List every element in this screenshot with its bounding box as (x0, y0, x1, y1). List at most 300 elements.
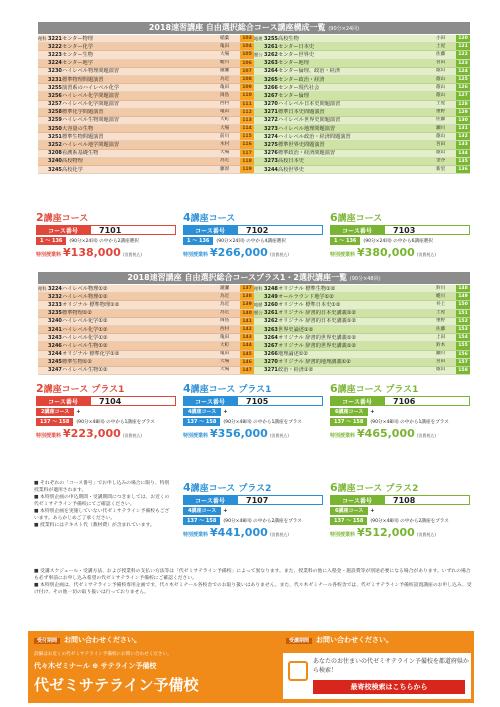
course-code-bar (183, 225, 323, 235)
table-row (254, 84, 470, 92)
course-code-label: コース番号 (183, 225, 237, 235)
row-instructor: 金谷 (436, 158, 446, 164)
row-number: 118 (240, 158, 254, 165)
row-instructor: 鈴川 (436, 285, 446, 291)
row-number: 119 (240, 166, 254, 173)
row-instructor: 亀田 (220, 334, 230, 340)
section2-title (38, 272, 470, 284)
row-number: 107 (240, 68, 254, 75)
row-course-name: 看護系基礎生物 (62, 150, 99, 157)
row-number: 144 (240, 342, 254, 349)
course-code: 7101 (90, 225, 176, 235)
row-course-name: ハイレベル地学問題演習 (62, 142, 120, 149)
row-code: 3221 (48, 35, 62, 42)
row-instructor: 佐藤 (436, 117, 446, 123)
row-subject: 理科 (254, 285, 263, 291)
row-code: 3266 (264, 84, 278, 91)
footer-sub: 詳細はお近くの代ゼミサテライン予備校にお問い合わせください。 (34, 652, 172, 657)
table-row (38, 43, 254, 51)
row-instructor: 土屋 (436, 43, 446, 49)
row-number: 130 (456, 117, 470, 124)
row-code: 3270 (264, 101, 278, 108)
row-course-name: ハイレベル化学問題演習 (62, 92, 120, 99)
row-course-name: センター地学 (62, 60, 93, 67)
course-4 (183, 212, 323, 259)
table-row (254, 293, 470, 301)
row-code: 3267 (264, 342, 278, 349)
computer-icon (288, 661, 308, 681)
row-course-name: ハイレベル地理問題演習 (278, 125, 336, 132)
row-number: 113 (240, 117, 254, 124)
row-number: 116 (240, 141, 254, 148)
table-row (254, 150, 470, 158)
course-4-plus2 (183, 482, 323, 539)
course-plus: 2講座コース + (36, 408, 176, 416)
row-number: 139 (240, 301, 254, 308)
row-code: 3264 (264, 334, 278, 341)
row-instructor: 上田 (436, 334, 446, 340)
table-row (38, 76, 254, 84)
row-number: 150 (456, 301, 470, 308)
row-course-name: 演習系のハイレベル化学 (62, 84, 120, 91)
row-code: 3266 (264, 351, 278, 358)
course-6-plus1 (330, 383, 470, 440)
row-course-name: 高校世界史 (278, 166, 304, 173)
row-number: 115 (240, 133, 254, 140)
course-2 (36, 212, 176, 259)
row-number: 127 (456, 92, 470, 99)
table-row (254, 158, 470, 166)
row-code: 3208 (48, 150, 62, 157)
section1-title-text: 2018速習講座 自由選択総合コース講座構成一覧 (148, 23, 326, 32)
course-range: 1 〜 136 (90分×24回) の中から4講座選択 (183, 237, 323, 245)
table-row (254, 60, 470, 68)
table-row (254, 43, 470, 51)
table-row (254, 301, 470, 309)
table-row (38, 351, 254, 359)
table-row (38, 293, 254, 301)
row-number: 108 (240, 76, 254, 83)
row-number: 148 (456, 285, 470, 292)
table-row (38, 109, 254, 117)
table-row (254, 101, 470, 109)
table-row (38, 84, 254, 92)
row-instructor: 岡島 (220, 318, 230, 324)
note-item: ■ 授業料にはテキスト代（教材費）が含まれています。 (34, 523, 155, 528)
row-code: 3231 (48, 76, 62, 83)
row-code: 3263 (264, 60, 278, 67)
row-code: 3232 (48, 293, 62, 300)
row-course-name: ハイレベル日本史問題演習 (278, 101, 341, 108)
row-number: 129 (456, 109, 470, 116)
course-code: 7106 (384, 396, 470, 406)
course-plus: 4講座コース + (183, 507, 323, 515)
course-6 (330, 212, 470, 259)
course-6-plus2 (330, 482, 470, 539)
row-course-name: ハイレベル化学①② (62, 334, 108, 341)
row-number: 103 (240, 35, 254, 42)
course-code-bar: コース番号 7106 (330, 396, 470, 406)
row-course-name: オリジナル 標準日本史①② (278, 301, 341, 308)
row-number: 122 (456, 51, 470, 58)
row-number: 141 (240, 318, 254, 325)
row-code: 3230 (48, 68, 62, 75)
table-row (254, 51, 470, 59)
row-course-name: センター政治・経済 (278, 76, 325, 83)
course-plus: 6講座コース + (330, 507, 470, 515)
row-course-name: センター世界史 (278, 51, 315, 58)
course-title: 2講座コース プラス1 (36, 382, 125, 395)
row-code: 3275 (264, 142, 278, 149)
row-instructor: 宮田 (436, 60, 446, 66)
table-row (254, 334, 470, 342)
row-code: 3224 (48, 60, 62, 67)
row-number: 105 (240, 51, 254, 58)
row-instructor: 亀田 (220, 351, 230, 357)
row-code: 3261 (264, 310, 278, 317)
row-instructor: 大町 (220, 117, 230, 123)
row-number: 134 (456, 150, 470, 157)
row-course-name: ハイレベル生物①② (62, 342, 108, 349)
table-row (38, 342, 254, 350)
row-number: 126 (456, 84, 470, 91)
row-code: 3258 (48, 109, 62, 116)
row-instructor: 大場 (220, 51, 230, 57)
notes (34, 480, 174, 529)
row-instructor: 蔭山 (436, 367, 446, 373)
table-row (38, 60, 254, 68)
course-title: 4講座コース (183, 211, 236, 224)
course-range: 1 〜 136 (90分×24回) の中から2講座選択 (36, 237, 176, 245)
row-instructor: 岡島 (220, 92, 230, 98)
row-number: 106 (240, 60, 254, 67)
table-row (254, 318, 470, 326)
course-code: 7105 (237, 396, 323, 406)
row-instructor: 瀧瀬 (220, 285, 230, 291)
row-code: 3264 (264, 68, 278, 75)
row-code: 3273 (264, 125, 278, 132)
row-subject: 理科 (38, 35, 47, 41)
table-row (254, 166, 470, 174)
table-row (254, 117, 470, 125)
course-plus: 6講座コース + (330, 408, 470, 416)
row-course-name: センター倫理、政治・経済 (278, 68, 341, 75)
row-course-name: ハイレベル世界史問題演習 (278, 117, 341, 124)
row-code: 3262 (264, 318, 278, 325)
row-code: 3243 (48, 334, 62, 341)
row-instructor: 西村 (220, 326, 230, 332)
note-item: ■ 本特別企画を実施していない代ゼミサテライン予備校もございます。あらかじめご了承ください。 (34, 509, 170, 521)
row-instructor: 佐藤 (436, 51, 446, 57)
table-row (38, 367, 254, 375)
row-instructor: 亀田 (220, 109, 230, 115)
course-fee: 特別授業料 ¥441,000 (消費税込) (183, 526, 289, 539)
row-code: 3240 (48, 158, 62, 165)
row-instructor: 蔭山 (436, 133, 446, 139)
row-number: 133 (456, 141, 470, 148)
course-title: 4講座コース プラス2 (183, 481, 272, 494)
note-item: ■ それぞれの「コース番号」でお申し込みの場合に限り、特別授業料が適用されます。 (34, 481, 170, 493)
search-text: あなたのお住まいの代ゼミサテライン予備校を都道府県から検索！ (313, 658, 469, 674)
row-course-name: オリジナル 辞書的日本史講義①② (278, 318, 357, 325)
row-instructor: 瀬川 (436, 351, 446, 357)
row-code: 3250 (48, 125, 62, 132)
table-row (38, 117, 254, 125)
row-instructor: 鈴木 (436, 342, 446, 348)
course-title: 6講座コース プラス1 (330, 382, 419, 395)
row-instructor: 為近 (220, 158, 230, 164)
row-instructor: 蔭山 (436, 92, 446, 98)
course-title: 6講座コース (330, 211, 383, 224)
note-item: ■ 本特別企画の申込期間・受講期間につきましては、お近くの代ゼミサテライン予備校にてご確認ください。 (34, 495, 170, 507)
row-course-name: センター倫理 (278, 92, 309, 99)
table-row (38, 68, 254, 76)
row-number: 112 (240, 109, 254, 116)
row-course-name: オリジナル 辞書的地理講義①② (278, 359, 351, 366)
row-code: 3271 (264, 109, 278, 116)
course-fee: 特別授業料 ¥266,000 (消費税込) (183, 246, 289, 259)
row-code: 3247 (48, 367, 62, 374)
table-row (38, 158, 254, 166)
row-number: 104 (240, 43, 254, 50)
row-instructor: 土屋 (436, 310, 446, 316)
row-instructor: 大場 (220, 359, 230, 365)
row-instructor: 為近 (220, 293, 230, 299)
course-title: 2講座コース (36, 211, 89, 224)
row-number: 110 (240, 92, 254, 99)
section1-title (38, 22, 470, 34)
table-row (38, 166, 254, 174)
row-instructor: 為近 (220, 76, 230, 82)
row-code: 3262 (264, 51, 278, 58)
table-row (38, 133, 254, 141)
course-range: 137 〜 158 (90分×48回) の中から2講座をプラス (330, 517, 470, 525)
row-course-name: 地理論述①② (278, 351, 309, 358)
table-row (38, 141, 254, 149)
row-instructor: 亀田 (220, 43, 230, 49)
row-number: 143 (240, 334, 254, 341)
row-number: 124 (456, 68, 470, 75)
row-number: 149 (456, 293, 470, 300)
row-instructor: 蔭山 (436, 68, 446, 74)
row-course-name: オリジナル 辞書的日本史講義①② (278, 310, 357, 317)
table-row (254, 351, 470, 359)
course-code: 7108 (384, 495, 470, 505)
row-instructor: 蔭山 (436, 150, 446, 156)
table-row (254, 141, 470, 149)
row-course-name: センター物理 (62, 35, 93, 42)
table-row (254, 359, 470, 367)
row-instructor: 亀田 (220, 84, 230, 90)
row-number: 131 (456, 125, 470, 132)
section2-title-text: 2018速習講座 自由選択総合コースプラス1・2選択講座一覧 (127, 273, 347, 282)
row-number: 114 (240, 125, 254, 132)
row-course-name: ハイレベル化学①② (62, 326, 108, 333)
row-number: 155 (456, 342, 470, 349)
row-subject: 地理 (254, 35, 263, 41)
row-number: 140 (240, 310, 254, 317)
row-course-name: センター化学 (62, 43, 93, 50)
row-number: 120 (456, 35, 470, 42)
course-range: 137 〜 158 (90分×48回) の中から1講座をプラス (36, 418, 176, 426)
table-row (38, 125, 254, 133)
row-code: 3249 (264, 293, 278, 300)
row-code: 3271 (264, 367, 278, 374)
row-instructor: 重野 (436, 109, 446, 115)
row-course-name: センター地理 (278, 60, 309, 67)
table-row (254, 342, 470, 350)
row-code: 3274 (264, 133, 278, 140)
school-search-button[interactable]: 最寄校検索はこちらから (313, 680, 465, 694)
row-instructor: 西村 (220, 101, 230, 107)
row-instructor: 佐藤 (436, 326, 446, 332)
row-course-name: ハイレベル物理①② (62, 293, 108, 300)
table-row (38, 334, 254, 342)
course-code: 7107 (237, 495, 323, 505)
course-title: 4講座コース プラス1 (183, 382, 272, 395)
row-number: 123 (456, 60, 470, 67)
row-course-name: 政治・経済①② (278, 367, 314, 374)
row-number: 137 (240, 285, 254, 292)
row-number: 135 (456, 158, 470, 165)
course-code-label: コース番号 (330, 225, 384, 235)
row-code: 3248 (264, 285, 278, 292)
row-instructor: 稲葉 (220, 35, 230, 41)
row-course-name: 高校生物 (278, 35, 299, 42)
table-row (38, 310, 254, 318)
row-code: 3265 (264, 76, 278, 83)
table-row (38, 101, 254, 109)
row-course-name: ハイレベル化学問題演習 (62, 101, 120, 108)
section2-left-table (38, 285, 254, 375)
row-code: 3255 (48, 84, 62, 91)
row-instructor: 宮田 (436, 359, 446, 365)
row-number: 153 (456, 326, 470, 333)
table-row (38, 150, 254, 158)
course-range: 1 〜 136 (90分×24回) の中から6講座選択 (330, 237, 470, 245)
row-number: 132 (456, 133, 470, 140)
footer-banner (28, 631, 474, 703)
row-course-name: 高校化学 (62, 166, 83, 173)
row-code: 3255 (264, 35, 278, 42)
course-4-plus1 (183, 383, 323, 440)
course-fee: 特別授業料 ¥138,000 (消費税込) (36, 246, 142, 259)
row-number: 142 (240, 326, 254, 333)
table-row (254, 68, 470, 76)
row-course-name: ハイレベル化学①② (62, 318, 108, 325)
course-fee: 特別授業料 ¥512,000 (消費税込) (330, 526, 436, 539)
row-instructor: 宮田 (436, 142, 446, 148)
row-number: 146 (240, 359, 254, 366)
row-subject: 理科 (38, 285, 47, 291)
row-subject: 歴公 (254, 310, 263, 316)
table-row (38, 92, 254, 100)
table-row (38, 326, 254, 334)
table-row (254, 35, 470, 43)
table-row (38, 359, 254, 367)
row-code: 3223 (48, 51, 62, 58)
row-instructor: 瀧瀬 (220, 68, 230, 74)
row-code: 3259 (48, 117, 62, 124)
row-number: 117 (240, 150, 254, 157)
row-instructor: 藤原 (220, 166, 230, 172)
row-code: 3233 (48, 301, 62, 308)
brand-logo: 代ゼミサテライン予備校 (34, 676, 199, 694)
row-instructor: 大場 (220, 125, 230, 131)
row-course-name: ハイレベル物理①② (62, 285, 108, 292)
row-instructor: 木村 (220, 142, 230, 148)
row-code: 3260 (264, 301, 278, 308)
row-code: 3241 (48, 326, 62, 333)
row-number: 128 (456, 101, 470, 108)
row-code: 3272 (264, 117, 278, 124)
row-course-name: 標準世界史問題演習 (278, 142, 325, 149)
row-course-name: センター生物 (62, 51, 93, 58)
row-number: 145 (240, 351, 254, 358)
row-number: 156 (456, 351, 470, 358)
row-code: 3246 (48, 342, 62, 349)
row-course-name: オリジナル 標準物理①② (62, 301, 120, 308)
table-row (38, 35, 254, 43)
table-row (254, 310, 470, 318)
row-code: 3235 (48, 310, 62, 317)
row-course-name: 大容量の生物 (62, 125, 94, 132)
course-2-plus1 (36, 383, 176, 440)
row-instructor: 大町 (220, 342, 230, 348)
row-instructor: 大場 (220, 150, 230, 156)
course-period: 受講期間 お問い合わせください。 (286, 635, 393, 647)
brand-small-logo: 代々木ゼミナール ⊕ サテライン予備校 (34, 662, 157, 670)
row-instructor: 小田 (436, 35, 446, 41)
course-code-bar (330, 225, 470, 235)
course-code: 7104 (90, 396, 176, 406)
course-code: 7103 (384, 225, 470, 235)
row-instructor: 蔭山 (436, 84, 446, 90)
row-code: 3276 (264, 150, 278, 157)
row-code: 3261 (264, 43, 278, 50)
row-code: 3222 (48, 43, 62, 50)
section1-left-table (38, 35, 254, 174)
row-course-name: 世界史論述①② (278, 326, 314, 333)
row-number: 136 (456, 166, 470, 173)
course-code-bar: コース番号 7104 (36, 396, 176, 406)
row-code: 3244 (48, 351, 62, 358)
table-row (254, 125, 470, 133)
row-code: 3273 (264, 158, 278, 165)
course-range: 137 〜 158 (90分×48回) の中から2講座をプラス (183, 517, 323, 525)
row-course-name: ハイレベル政治・経済問題演習 (278, 133, 351, 140)
row-course-name: 標準物理①② (62, 310, 93, 317)
row-code: 3257 (48, 101, 62, 108)
row-code: 3244 (264, 166, 278, 173)
row-course-name: ハイレベル生物①② (62, 367, 108, 374)
row-instructor: 新里 (436, 166, 446, 172)
row-course-name: 高校日本史 (278, 158, 304, 165)
row-code: 3245 (48, 166, 62, 173)
course-title: 6講座コース プラス2 (330, 481, 419, 494)
application-period: 受付期間 お問い合わせください。 (34, 635, 141, 647)
table-row (254, 92, 470, 100)
row-number: 158 (456, 367, 470, 374)
course-code-label: コース番号 (36, 225, 90, 235)
row-course-name: 標準物理問題演習 (62, 76, 104, 83)
table-row (254, 109, 470, 117)
table-row (38, 301, 254, 309)
row-number: 121 (456, 43, 470, 50)
row-course-name: オールラウンド地学①② (278, 293, 334, 300)
section1-right-table (254, 35, 470, 174)
row-subject: 地歴 (254, 301, 263, 307)
